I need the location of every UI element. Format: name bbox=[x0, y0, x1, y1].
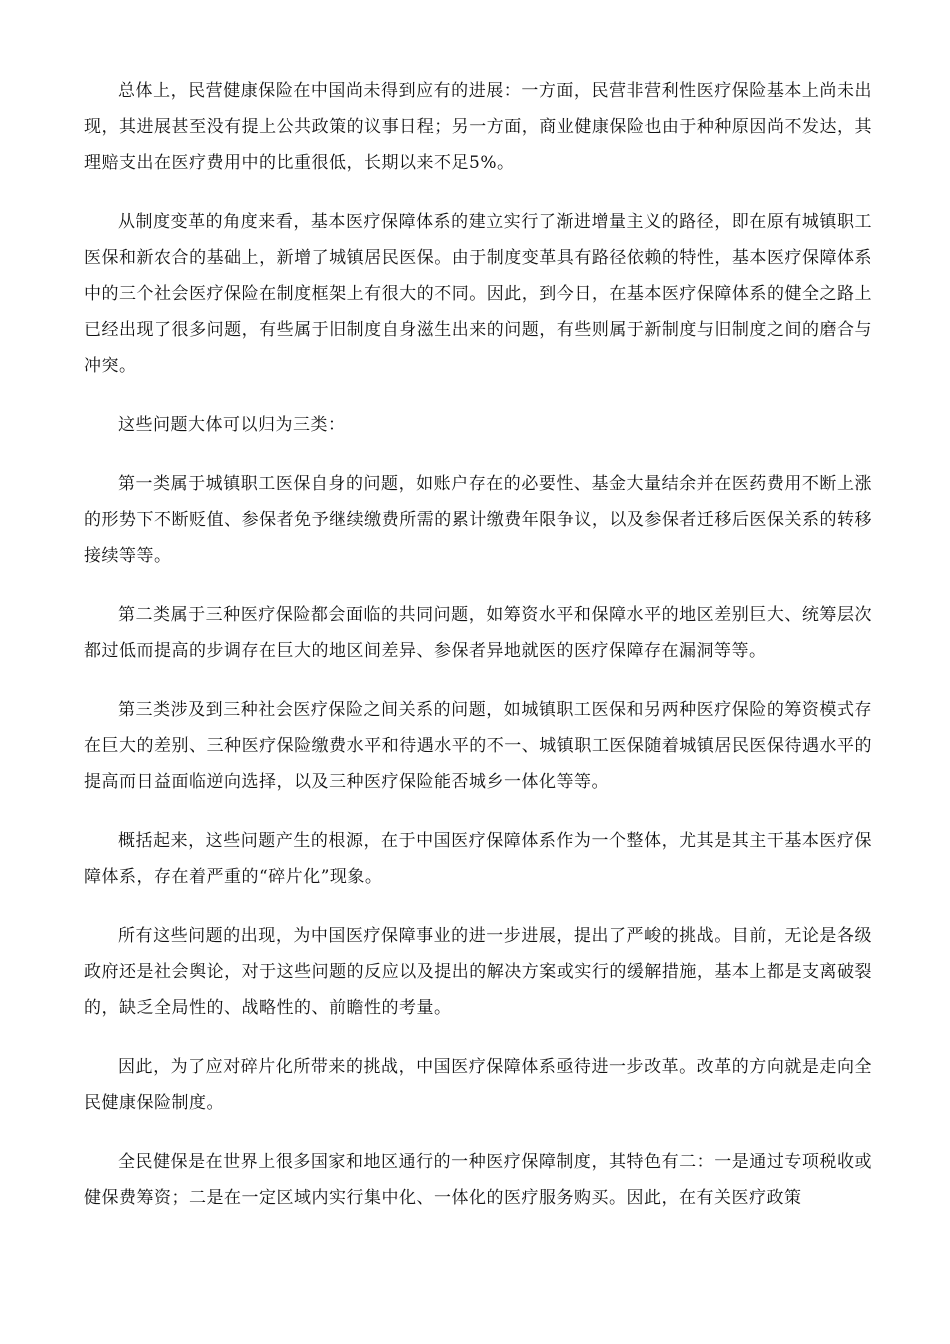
paragraph-5: 第二类属于三种医疗保险都会面临的共同问题，如筹资水平和保障水平的地区差别巨大、统筹层次都过低而提高的步调存在巨大的地区间差异、参保者异地就医的医疗保障存在漏洞等等。 bbox=[84, 605, 872, 661]
paragraph-3: 这些问题大体可以归为三类： bbox=[118, 415, 346, 435]
paragraph-6: 第三类涉及到三种社会医疗保险之间关系的问题，如城镇职工医保和另两种医疗保险的筹资模式存在巨大的差别、三种医疗保险缴费水平和待遇水平的不一、城镇职工医保随着城镇居民医保待遇水平的提高而日益面临逆向选择，以及三种医疗保险能否城乡一体化等等。 bbox=[84, 700, 872, 792]
document-body bbox=[84, 73, 872, 1239]
paragraph-1: 总体上，民营健康保险在中国尚未得到应有的进展：一方面，民营非营利性医疗保险基本上尚未出现，其进展甚至没有提上公共政策的议事日程；另一方面，商业健康保险也由于种种原因尚不发达，其理赔支出在医疗费用中的比重很低，长期以来不足5%。 bbox=[84, 81, 872, 173]
paragraph-2: 从制度变革的角度来看，基本医疗保障体系的建立实行了渐进增量主义的路径，即在原有城镇职工医保和新农合的基础上，新增了城镇居民医保。由于制度变革具有路径依赖的特性，基本医疗保障体系中的三个社会医疗保险在制度框架上有很大的不同。因此，到今日，在基本医疗保障体系的健全之路上已经出现了很多问题，有些属于旧制度自身滋生出来的问题，有些则属于新制度与旧制度之间的磨合与冲突。 bbox=[84, 212, 872, 376]
paragraph-10: 全民健保是在世界上很多国家和地区通行的一种医疗保障制度，其特色有二：一是通过专项税收或健保费筹资；二是在一定区域内实行集中化、一体化的医疗服务购买。因此，在有关医疗政策 bbox=[84, 1152, 872, 1208]
paragraph-9: 因此，为了应对碎片化所带来的挑战，中国医疗保障体系亟待进一步改革。改革的方向就是走向全民健康保险制度。 bbox=[84, 1057, 872, 1113]
paragraph-7: 概括起来，这些问题产生的根源，在于中国医疗保障体系作为一个整体，尤其是其主干基本医疗保障体系，存在着严重的“碎片化”现象。 bbox=[84, 831, 872, 887]
paragraph-8: 所有这些问题的出现，为中国医疗保障事业的进一步进展，提出了严峻的挑战。目前，无论是各级政府还是社会舆论，对于这些问题的反应以及提出的解决方案或实行的缓解措施，基本上都是支离破裂的，缺乏全局性的、战略性的、前瞻性的考量。 bbox=[84, 926, 872, 1018]
paragraph-4: 第一类属于城镇职工医保自身的问题，如账户存在的必要性、基金大量结余并在医药费用不断上涨的形势下不断贬值、参保者免予继续缴费所需的累计缴费年限争议，以及参保者迁移后医保关系的转移接续等等。 bbox=[84, 474, 872, 566]
